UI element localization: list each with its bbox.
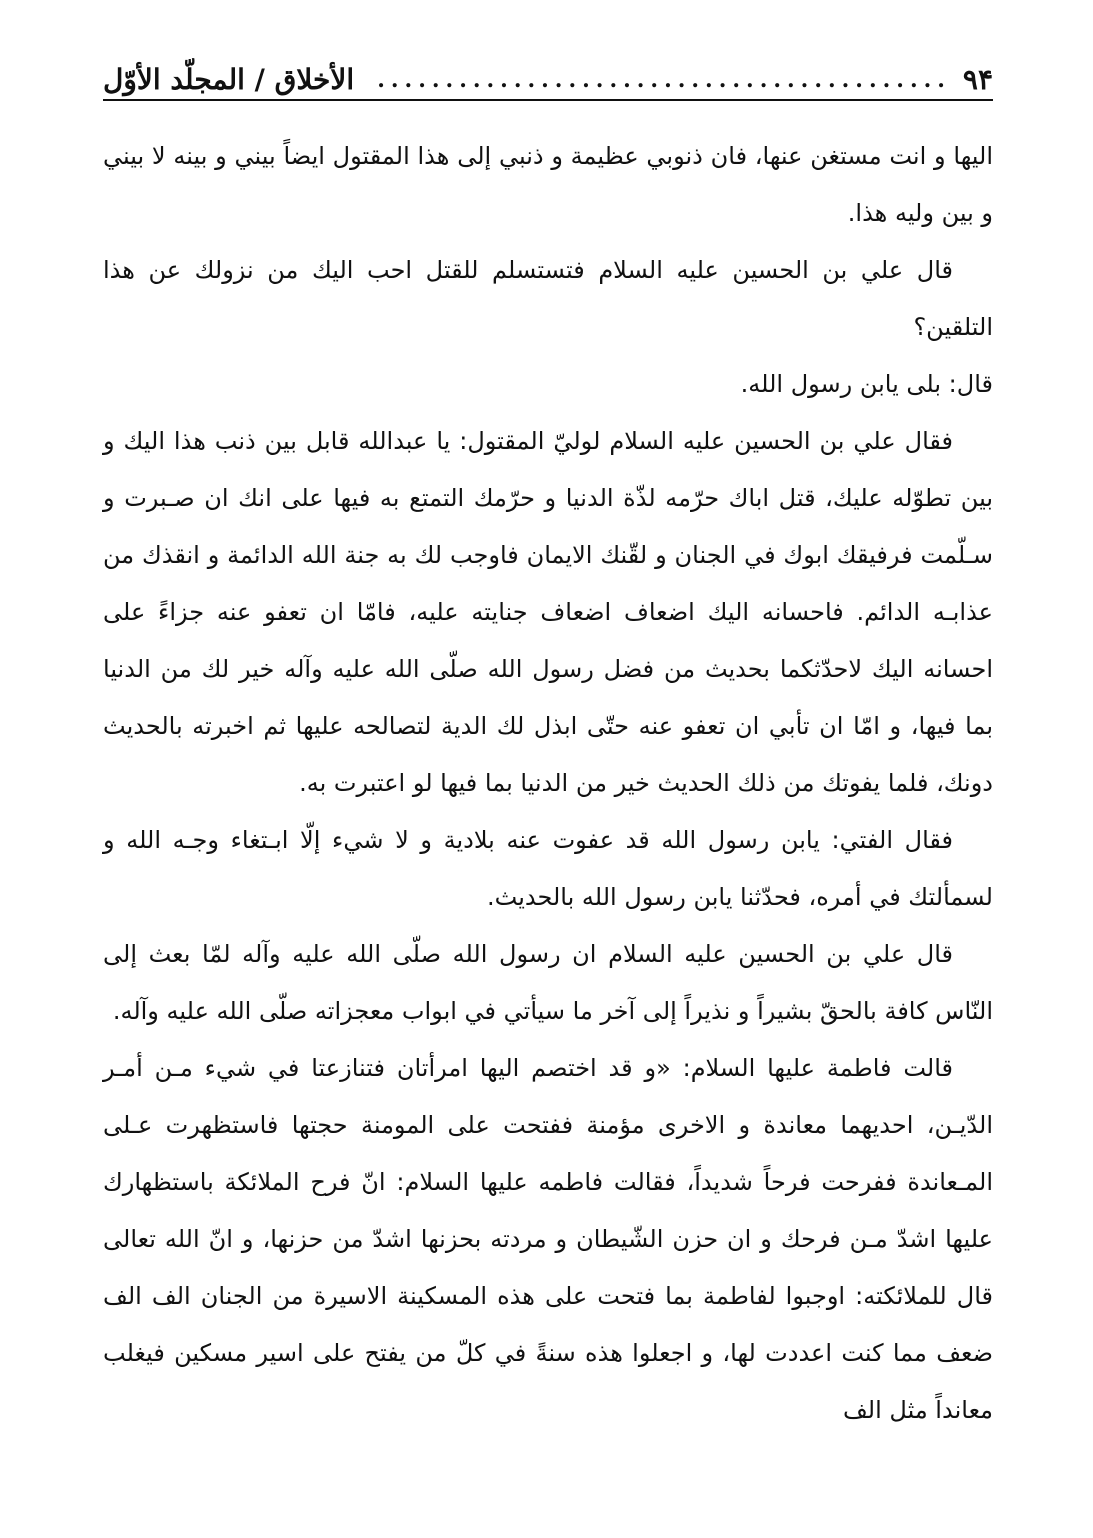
running-header: [103, 44, 993, 100]
header-divider: [103, 99, 993, 101]
page-body: [103, 128, 993, 1439]
paragraph: قال: بلى يابن رسول الله.: [740, 370, 993, 398]
paragraph: قال علي بن الحسين عليه السلام ان رسول الله صلّى الله عليه وآله لمّا بعث إلى النّاس كافة بالحقّ بشيراً و نذيراً إلى آخر ما سيأتي في ابواب معجزاته صلّى الله عليه وآله.: [103, 940, 993, 1025]
paragraph: فقال علي بن الحسين عليه السلام لوليّ المقتول: يا عبدالله قابل بين ذنب هذا اليك و بين تطوّله عليك، قتل اباك حرّمه لذّة الدنيا و حرّمك التمتع به فيها على انك ان صـبرت و سـلّمت فرفيقك ابوك في الجنان و لقّنك الايمان فاوجب لك به جنة الله الدائمة و انقذك من عذابـه الدائم. فاحسانه اليك اضعاف اضعاف جنايته عليه، فامّا ان تعفو عنه جزاءً على احسانه اليك لاحدّثكما بحديث من فضل رسول الله صلّى الله عليه وآله خير لك من الدنيا بما فيها، و امّا ان تأبي ان تعفو عنه حتّى ابذل لك الدية لتصالحه عليها ثم اخبرته بالحديث دونك، فلما يفوتك من ذلك الحديث خير من الدنيا بما فيها لو اعتبرت به.: [103, 427, 993, 797]
paragraph: قالت فاطمة عليها السلام: «و قد اختصم اليها امرأتان فتنازعتا في شيء مـن أمـر الدّيـن، احديهما معاندة و الاخرى مؤمنة ففتحت على المومنة حجتها فاستظهرت عـلى المـعاندة ففرحت فرحاً شديداً، فقالت فاطمه عليها السلام: انّ فرح الملائكة باستظهارك عليها اشدّ مـن فرحك و ان حزن الشّيطان و مردته بحزنها اشدّ من حزنها، و انّ الله تعالى قال للملائكته: اوجبوا لفاطمة بما فتحت على هذه المسكينة الاسيرة من الجنان الف الف ضعف مما كنت اعددت لها، و اجعلوا هذه سنةً في كلّ من يفتح على اسير مسكين فيغلب معانداً مثل الف: [103, 1054, 993, 1424]
paragraph: اليها و انت مستغن عنها، فان ذنوبي عظيمة و ذنبي إلى هذا المقتول ايضاً بيني و بينه لا بيني و بين وليه هذا.: [103, 142, 993, 227]
paragraph: قال علي بن الحسين عليه السلام فتستسلم للقتل احب اليك من نزولك عن هذا التلقين؟: [103, 256, 993, 341]
header-leader-dots: ..........................................: [377, 67, 951, 93]
paragraph: فقال الفتي: يابن رسول الله قد عفوت عنه بلادية و لا شيء إلّا ابـتغاء وجـه الله و لسمألتك في أمره، فحدّثنا يابن رسول الله بالحديث.: [103, 826, 993, 911]
page-number: ٩۴: [962, 63, 993, 96]
header-title: الأخلاق / المجلّد الأوّل: [103, 63, 355, 96]
